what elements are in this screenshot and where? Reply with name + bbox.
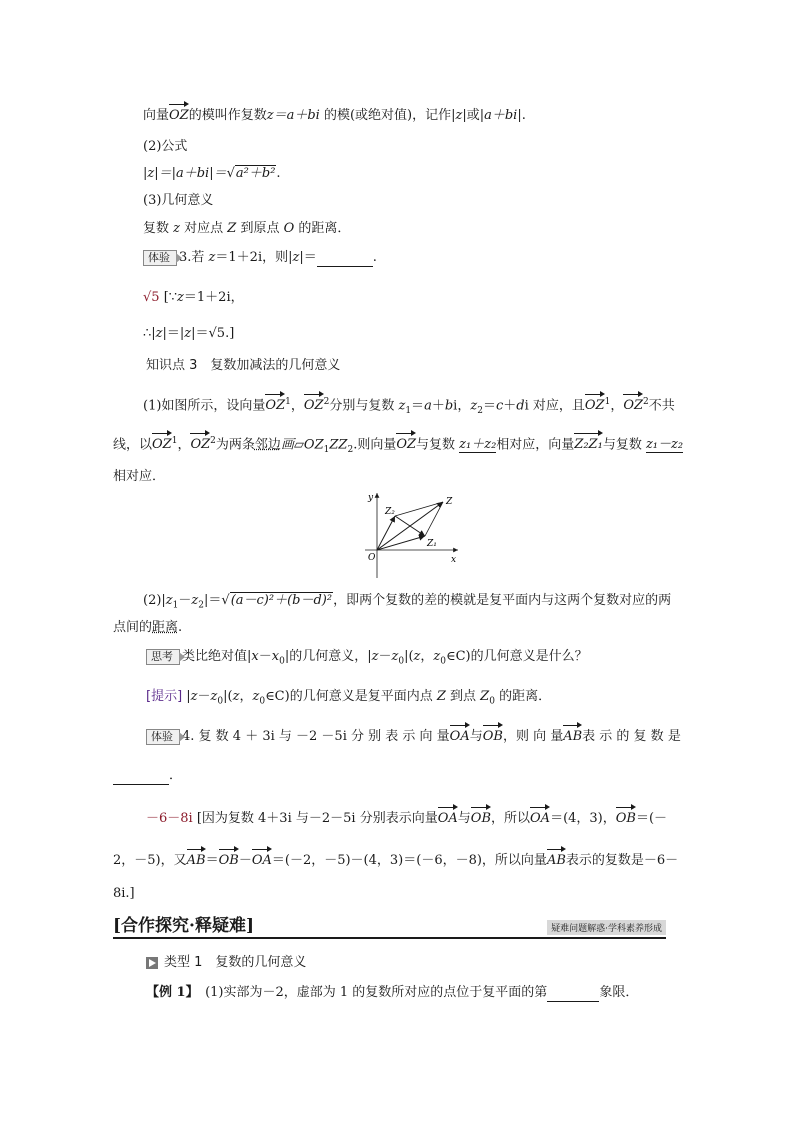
- line-subtraction-1: $(2)|z_1-z_2|=√(a-c)^2+(b-d)^2$，即两个复数的差的模就是复平面内与这两个复数对应的两: [143, 593, 672, 611]
- origin-label: O: [368, 553, 376, 563]
- type-1-heading: 类型 1 复数的几何意义: [146, 954, 306, 972]
- point-z1-label: Z₁: [427, 539, 437, 549]
- line-geometric-heading: (3)几何意义: [143, 193, 214, 208]
- line-answer-3b: ∴|z|＝|z|＝√5.]: [143, 326, 235, 341]
- line-example-1: 【例 1】 (1)实部为－2，虚部为 1 的复数所对应的点位于复平面的第 象限．: [146, 985, 639, 1000]
- side-z1-z: [425, 502, 443, 536]
- line-answer-3a: √5 [∵z＝1＋2i，: [143, 290, 244, 305]
- line-answer-4c: 8i.]: [113, 886, 135, 901]
- vector-oz2: [377, 516, 395, 550]
- parallelogram-diagram: [363, 490, 463, 580]
- side-z2-z: [395, 502, 443, 516]
- line-geometric-meaning: 复数 z 对应点 Z 到原点 O 的距离．: [143, 221, 351, 236]
- line-addition-1: (1)如图所示，设向量$OZ^1$，$OZ^2$分别与复数 $z_1=a+bi$，$z_2=c+di$ 对应，且$OZ^1$，$OZ^2$不共: [143, 397, 675, 416]
- line-subtraction-2: 点间的距离.: [113, 620, 183, 635]
- answer-blank[interactable]: [317, 266, 373, 267]
- point-z-label: Z: [446, 497, 453, 507]
- line-exercise-3: 体验 3.若 z＝1＋2i，则|z|＝ .: [143, 249, 377, 267]
- y-axis-label: y: [368, 493, 374, 503]
- vector-oz1: [377, 536, 425, 550]
- line-addition-3: 相对应．: [113, 469, 166, 484]
- line-answer-4a: －6－8i [因为复数 4＋3i 与－2－5i 分别表示向量OA与OB，所以OA＝(4，3)，OB＝(－: [146, 808, 667, 828]
- sikao-tag: 思考: [146, 649, 180, 665]
- line-think-question: 思考 类比绝对值$|x-x_0|$的几何意义，$|z-z_0|(z$，$z_0\in C$)的几何意义是什么？: [146, 648, 588, 671]
- x-axis-label: x: [451, 555, 457, 565]
- tiyan-tag: 体验: [143, 250, 177, 266]
- line-hint: [提示] $|z-z_0|(z$，$z_0\in C$)的几何意义是复平面内点 Z 到点 $Z_0$ 的距离．: [146, 689, 552, 707]
- play-icon: [146, 957, 158, 969]
- answer-blank-4[interactable]: [113, 784, 169, 785]
- section-title: [合作探究·释疑难]: [113, 916, 255, 936]
- section-header: [113, 915, 666, 939]
- line-exercise-4: 体验 4. 复 数 4 ＋ 3i 与 －2 －5i 分 别 表 示 向 量OA与OB，则 向 量AB表 示 的 复 数 是: [146, 726, 681, 746]
- answer-blank-ex1[interactable]: [547, 1001, 599, 1002]
- section-note: 疑难问题解惑·学科素养形成: [547, 920, 666, 935]
- vector-oz: OZ: [169, 105, 189, 125]
- point-z2-label: Z₂: [385, 507, 395, 517]
- knowledge-point-3-heading: 知识点 3 复数加减法的几何意义: [146, 358, 341, 373]
- line-addition-2: 线，以$OZ^1$，$OZ^2$为两条邻边画$▱OZ_1ZZ_2$.则向量OZ与复数 z₁＋z₂相对应，向量Z₂Z₁与复数 z₁－z₂: [113, 436, 684, 455]
- line-modulus-formula: |z|＝|a＋bi|＝√a²＋b².: [143, 166, 281, 181]
- tiyan-tag-2: 体验: [146, 729, 180, 745]
- line-formula-heading: (2)公式: [143, 139, 188, 154]
- line-answer-4b: 2，－5)，又AB＝OB－OA＝(－2，－5)－(4，3)＝(－6，－8)，所以向量AB表示的复数是－6－: [113, 850, 678, 870]
- line-modulus-definition: 向量OZ的模叫作复数z＝a＋bi 的模(或绝对值)，记作|z|或|a＋bi|.: [143, 105, 526, 125]
- line-exercise-4-blank: ．: [113, 767, 182, 785]
- vector-z2z1: [395, 516, 425, 536]
